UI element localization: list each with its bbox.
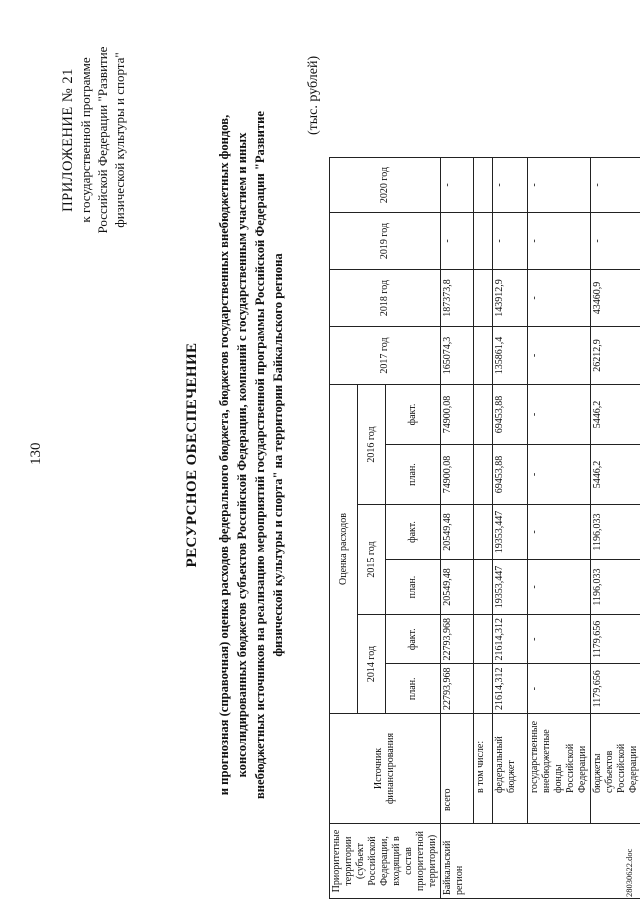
table-row: [441, 158, 474, 899]
table-row: [474, 158, 493, 899]
appendix-line: к государственной программе: [78, 57, 93, 223]
source-cell: бюджеты субъектов Российской Федерации: [591, 714, 640, 824]
value-cell: [474, 615, 493, 665]
table-row: [591, 158, 640, 899]
value-cell: 165074,3: [441, 327, 474, 385]
value-cell: 26212,9: [591, 327, 640, 385]
value-cell: -: [441, 213, 474, 270]
value-cell: [474, 327, 493, 385]
appendix-line: Российской Федерации "Развитие: [95, 46, 110, 234]
value-cell: -: [528, 664, 591, 714]
value-cell: [474, 158, 493, 213]
value-cell: [474, 505, 493, 560]
heading-line: консолидированных бюджетов субъектов Российской Федерации, компаний с государственным участием и иных: [235, 132, 249, 778]
table-row: [528, 158, 591, 899]
appendix-block: [60, 15, 128, 265]
value-cell: 74900,08: [441, 445, 474, 505]
year-2017-header: 2017 год: [330, 327, 441, 385]
value-cell: 5446,2: [591, 385, 640, 445]
value-cell: -: [528, 213, 591, 270]
value-cell: [474, 664, 493, 714]
value-cell: 19353,447: [493, 505, 528, 560]
heading-line: физической культуры и спорта" на территории Байкальского региона: [271, 253, 285, 657]
heading-line: внебюджетных источников на реализацию мероприятий государственной программы Российской Федерации "Развитие: [253, 111, 267, 799]
year-2020-header: 2020 год: [330, 158, 441, 213]
heading-line: и прогнозная (справочная) оценка расходов федерального бюджета, бюджетов государственных внебюджетных фондов,: [217, 114, 231, 796]
value-cell: 1179,656: [591, 664, 640, 714]
value-cell: 22793,968: [441, 615, 474, 665]
value-cell: [474, 270, 493, 327]
value-cell: [474, 560, 493, 615]
value-cell: 69453,88: [493, 445, 528, 505]
territory-header: Приоритетные территории (субъект Российской Федерации, входящий в состав приоритетной территории): [330, 824, 441, 899]
value-cell: 21614,312: [493, 615, 528, 665]
value-cell: [474, 385, 493, 445]
year-2014-header: 2014 год: [358, 615, 386, 714]
fact-header: факт.: [386, 615, 441, 665]
year-2019-header: 2019 год: [330, 213, 441, 270]
value-cell: -: [493, 158, 528, 213]
value-cell: -: [528, 158, 591, 213]
value-cell: 74900,08: [441, 385, 474, 445]
source-cell: в том числе:: [474, 714, 493, 824]
value-cell: [474, 213, 493, 270]
value-cell: 1196,033: [591, 505, 640, 560]
value-cell: -: [591, 213, 640, 270]
fact-header: факт.: [386, 385, 441, 445]
value-cell: -: [493, 213, 528, 270]
value-cell: -: [528, 445, 591, 505]
year-2015-header: 2015 год: [358, 505, 386, 615]
source-cell: федеральный бюджет: [493, 714, 528, 824]
plan-header: план.: [386, 664, 441, 714]
estimate-header: Оценка расходов: [330, 385, 358, 714]
financing-table: [329, 157, 640, 899]
table-row: [493, 158, 528, 899]
value-cell: 20549,48: [441, 505, 474, 560]
value-cell: 21614,312: [493, 664, 528, 714]
value-cell: 143912,9: [493, 270, 528, 327]
value-cell: 43460,9: [591, 270, 640, 327]
source-header: Источник финансирования: [330, 714, 441, 824]
value-cell: -: [528, 270, 591, 327]
appendix-title: ПРИЛОЖЕНИЕ № 21: [60, 68, 76, 212]
value-cell: [474, 445, 493, 505]
value-cell: -: [528, 615, 591, 665]
value-cell: 19353,447: [493, 560, 528, 615]
value-cell: 187373,8: [441, 270, 474, 327]
source-cell: всего: [441, 714, 474, 824]
value-cell: 1196,033: [591, 560, 640, 615]
value-cell: -: [528, 327, 591, 385]
source-cell: государственные внебюджетные фонды Российской Федерации: [528, 714, 591, 824]
value-cell: 1179,656: [591, 615, 640, 665]
value-cell: 20549,48: [441, 560, 474, 615]
document-heading: [184, 65, 287, 845]
value-cell: -: [528, 385, 591, 445]
value-cell: 69453,88: [493, 385, 528, 445]
value-cell: -: [591, 158, 640, 213]
year-2018-header: 2018 год: [330, 270, 441, 327]
value-cell: 135861,4: [493, 327, 528, 385]
plan-header: план.: [386, 445, 441, 505]
value-cell: -: [528, 505, 591, 560]
fact-header: факт.: [386, 505, 441, 560]
territory-cell: Байкальский регион: [441, 824, 640, 899]
value-cell: 22793,968: [441, 664, 474, 714]
units-label: (тыс. рублей): [306, 55, 321, 135]
page-number: 130: [28, 442, 44, 465]
year-2016-header: 2016 год: [358, 385, 386, 505]
value-cell: -: [528, 560, 591, 615]
value-cell: 5446,2: [591, 445, 640, 505]
document-file-id: 28030622.doc: [624, 848, 634, 897]
table-body: [441, 158, 640, 899]
heading-title: РЕСУРСНОЕ ОБЕСПЕЧЕНИЕ: [184, 342, 200, 568]
appendix-line: физической культуры и спорта": [112, 52, 127, 228]
value-cell: -: [441, 158, 474, 213]
plan-header: план.: [386, 560, 441, 615]
